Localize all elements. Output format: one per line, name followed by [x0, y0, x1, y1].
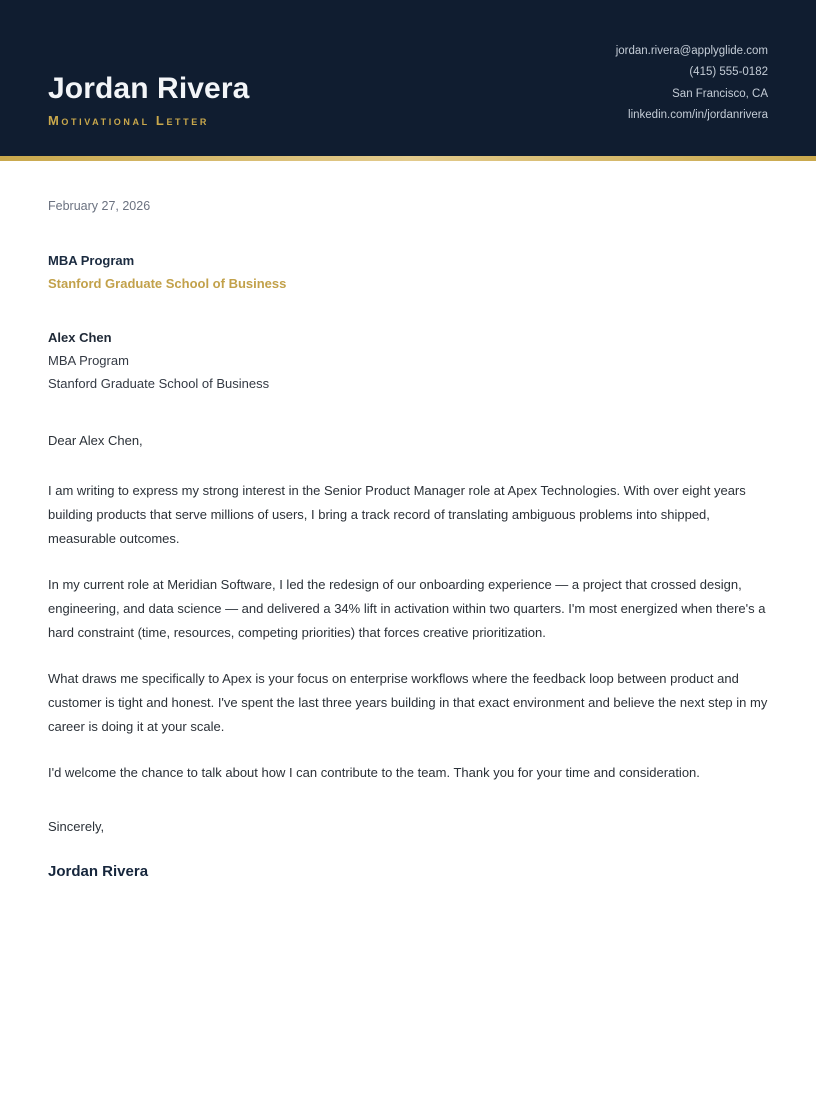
document-kind-label: Motivational Letter [48, 113, 209, 128]
letter-paragraph: I am writing to express my strong interest in the Senior Product Manager role at Apex Technologies. With over eight years building products that serve millions of users, I bring a track record of translating ambiguous problems into shipped, measurable outcomes. [48, 483, 746, 547]
signature-name: Jordan Rivera [48, 863, 149, 881]
organization-role: MBA Program [48, 253, 135, 268]
contact-email[interactable]: jordan.rivera@applyglide.com [615, 44, 768, 57]
contact-block [616, 41, 768, 128]
identity-block [48, 73, 249, 129]
letter-paragraph: I'd welcome the chance to talk about how I can contribute to the team. Thank you for your time and consideration. [48, 765, 700, 781]
candidate-name: Jordan Rivera [48, 71, 250, 105]
letter-paragraph: In my current role at Meridian Software, I led the redesign of our onboarding experience — a project that crossed design, engineering, and data science — and delivered a 34% lift in activation within two quarters. I'm most energized when there's a hard constraint (time, resources, competing priorities) that forces creative prioritization. [48, 577, 766, 641]
letter-body [0, 161, 816, 880]
recipient-line-3: Stanford Graduate School of Business [48, 376, 270, 392]
contact-location: San Francisco, CA [672, 87, 768, 100]
organization-block [48, 249, 768, 296]
letter-header [0, 0, 816, 156]
contact-linkedin[interactable]: linkedin.com/in/jordanrivera [628, 109, 768, 122]
salutation: Dear Alex Chen, [48, 433, 143, 449]
closing-salutation: Sincerely, [48, 819, 105, 835]
letter-paragraph: What draws me specifically to Apex is your focus on enterprise workflows where the feedback loop between product and customer is tight and honest. I've spent the last three years building in that exact environment and believe the next step in my career is doing it at your scale. [48, 671, 768, 735]
letter-date: February 27, 2026 [48, 199, 151, 213]
closing-block [48, 819, 768, 880]
organization-name: Stanford Graduate School of Business [48, 276, 287, 292]
recipient-name: Alex Chen [48, 329, 112, 345]
recipient-block [48, 326, 768, 395]
contact-phone[interactable]: (415) 555-0182 [689, 66, 768, 79]
recipient-line-2: MBA Program [48, 352, 129, 368]
header-inner [48, 41, 768, 156]
